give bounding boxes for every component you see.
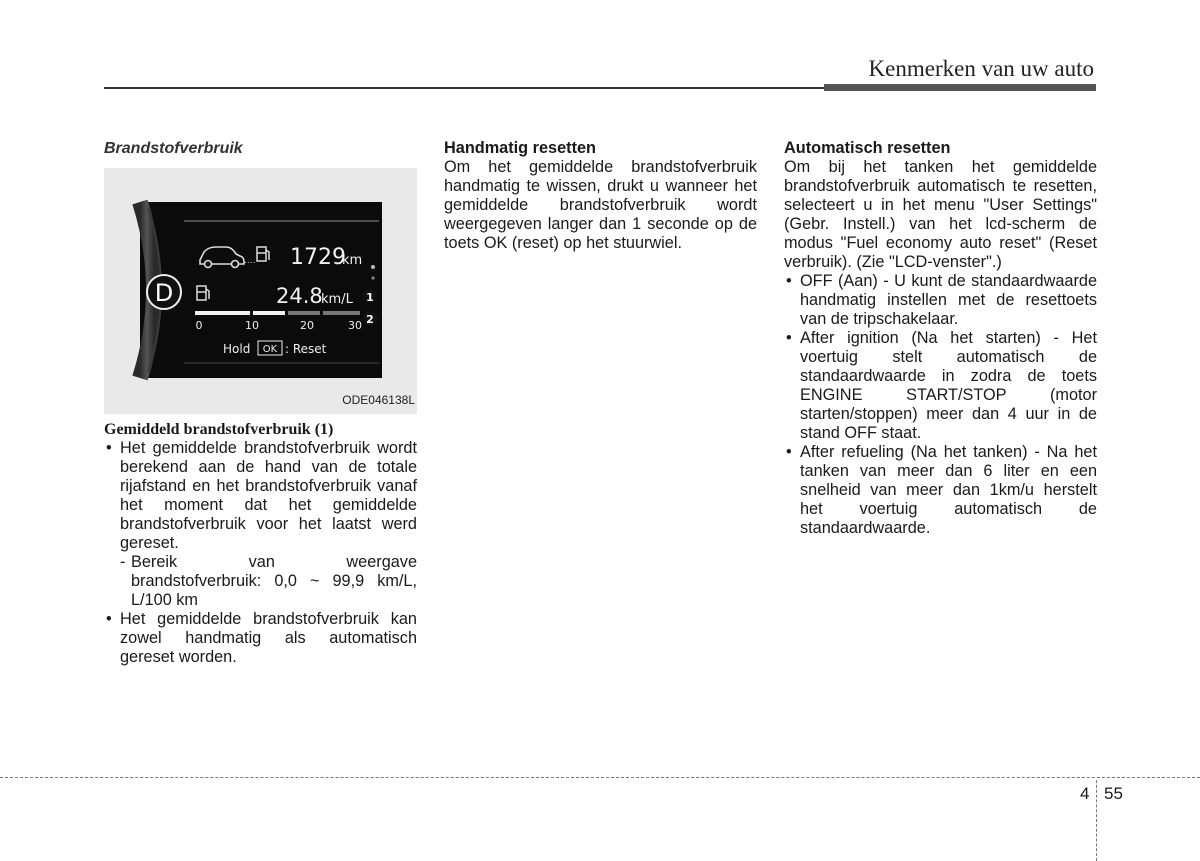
economy-value: 24.8 bbox=[276, 284, 323, 308]
odometer-unit: km bbox=[342, 253, 363, 268]
avg-consumption-heading: Gemiddeld brandstofverbruik (1) bbox=[104, 421, 334, 438]
footer-divider bbox=[1096, 780, 1097, 861]
bullet-item: • After ignition (Na het starten) - Het voertuig stelt automatisch de standaardwaarde in zodra de toets ENGINE START/STOP (motor starten/stoppen) meer dan 4 uur in de stand OFF staat. bbox=[784, 329, 1097, 443]
manual-reset-heading: Handmatig resetten bbox=[444, 139, 596, 157]
sub-item-rest: brandstofverbruik: 0,0 ~ 99,9 km/L, L/100 km bbox=[131, 572, 417, 609]
column-left bbox=[104, 139, 417, 667]
reset-label: : Reset bbox=[285, 342, 327, 356]
hold-label: Hold bbox=[223, 342, 251, 356]
auto-reset-heading: Automatisch resetten bbox=[784, 139, 951, 157]
lcd-cluster-illustration bbox=[104, 168, 417, 414]
callout-1-label: 1 bbox=[366, 291, 374, 304]
bullet-item: • OFF (Aan) - U kunt de standaardwaarde handmatig instellen met de resettoets van de tripschakelaar. bbox=[784, 272, 1097, 329]
footer-rule bbox=[0, 777, 1200, 778]
economy-unit: km/L bbox=[321, 292, 353, 307]
page-number: 55 bbox=[1104, 784, 1123, 803]
bullet-item: • Het gemiddelde brandstofverbruik wordt berekend aan de hand van de totale rijafstand en het brandstofverbruik vanaf het moment dat het gemiddelde brandstofverbruik voor het laatst werd gereset. bbox=[104, 439, 417, 553]
header-rule-accent bbox=[824, 84, 1096, 91]
column-middle bbox=[444, 139, 757, 253]
economy-bar-filled bbox=[195, 311, 250, 315]
bullet-item: • After refueling (Na het tanken) - Na het tanken van meer dan 6 liter en een snelheid van meer dan 1km/u herstelt het voertuig automatisch de standaardwaarde. bbox=[784, 443, 1097, 538]
sub-item-dash: - bbox=[120, 553, 126, 571]
auto-reset-body: Om bij het tanken het gemiddelde brandstofverbruik automatisch te resetten, selecteert u in het menu "User Settings" (Gebr. Instell.) van het lcd-scherm de modus "Fuel economy auto reset" (Reset verbruik). (Zie "LCD-venster".) bbox=[784, 158, 1097, 271]
page-header-title: Kenmerken van uw auto bbox=[868, 56, 1094, 81]
bullet-item: • Het gemiddelde brandstofverbruik kan zowel handmatig als automatisch gereset worden. bbox=[104, 610, 417, 667]
sub-item-line1: Bereik van weergave bbox=[131, 553, 417, 571]
scale-20: 20 bbox=[300, 319, 314, 332]
svg-text:....: .... bbox=[244, 256, 256, 266]
header-rule bbox=[104, 87, 824, 89]
sub-item bbox=[104, 553, 417, 610]
figure-caption: ODE046138L bbox=[342, 393, 415, 407]
gear-letter: D bbox=[154, 279, 174, 307]
section-title: Brandstofverbruik bbox=[104, 140, 243, 157]
scale-10: 10 bbox=[245, 319, 259, 332]
odometer-value: 1729 bbox=[290, 245, 346, 270]
manual-reset-body: Om het gemiddelde brandstofverbruik handmatig te wissen, drukt u wanneer het gemiddelde brandstofverbruik wordt weergegeven langer dan 1 seconde op de toets OK (reset) op het stuurwiel. bbox=[444, 158, 757, 252]
ok-label: OK bbox=[262, 344, 278, 355]
callout-2-label: 2 bbox=[366, 313, 374, 326]
scale-0: 0 bbox=[195, 319, 203, 332]
scale-30: 30 bbox=[348, 319, 362, 332]
column-right bbox=[784, 139, 1097, 538]
chapter-number: 4 bbox=[1080, 784, 1090, 803]
cluster-figure bbox=[104, 168, 417, 414]
